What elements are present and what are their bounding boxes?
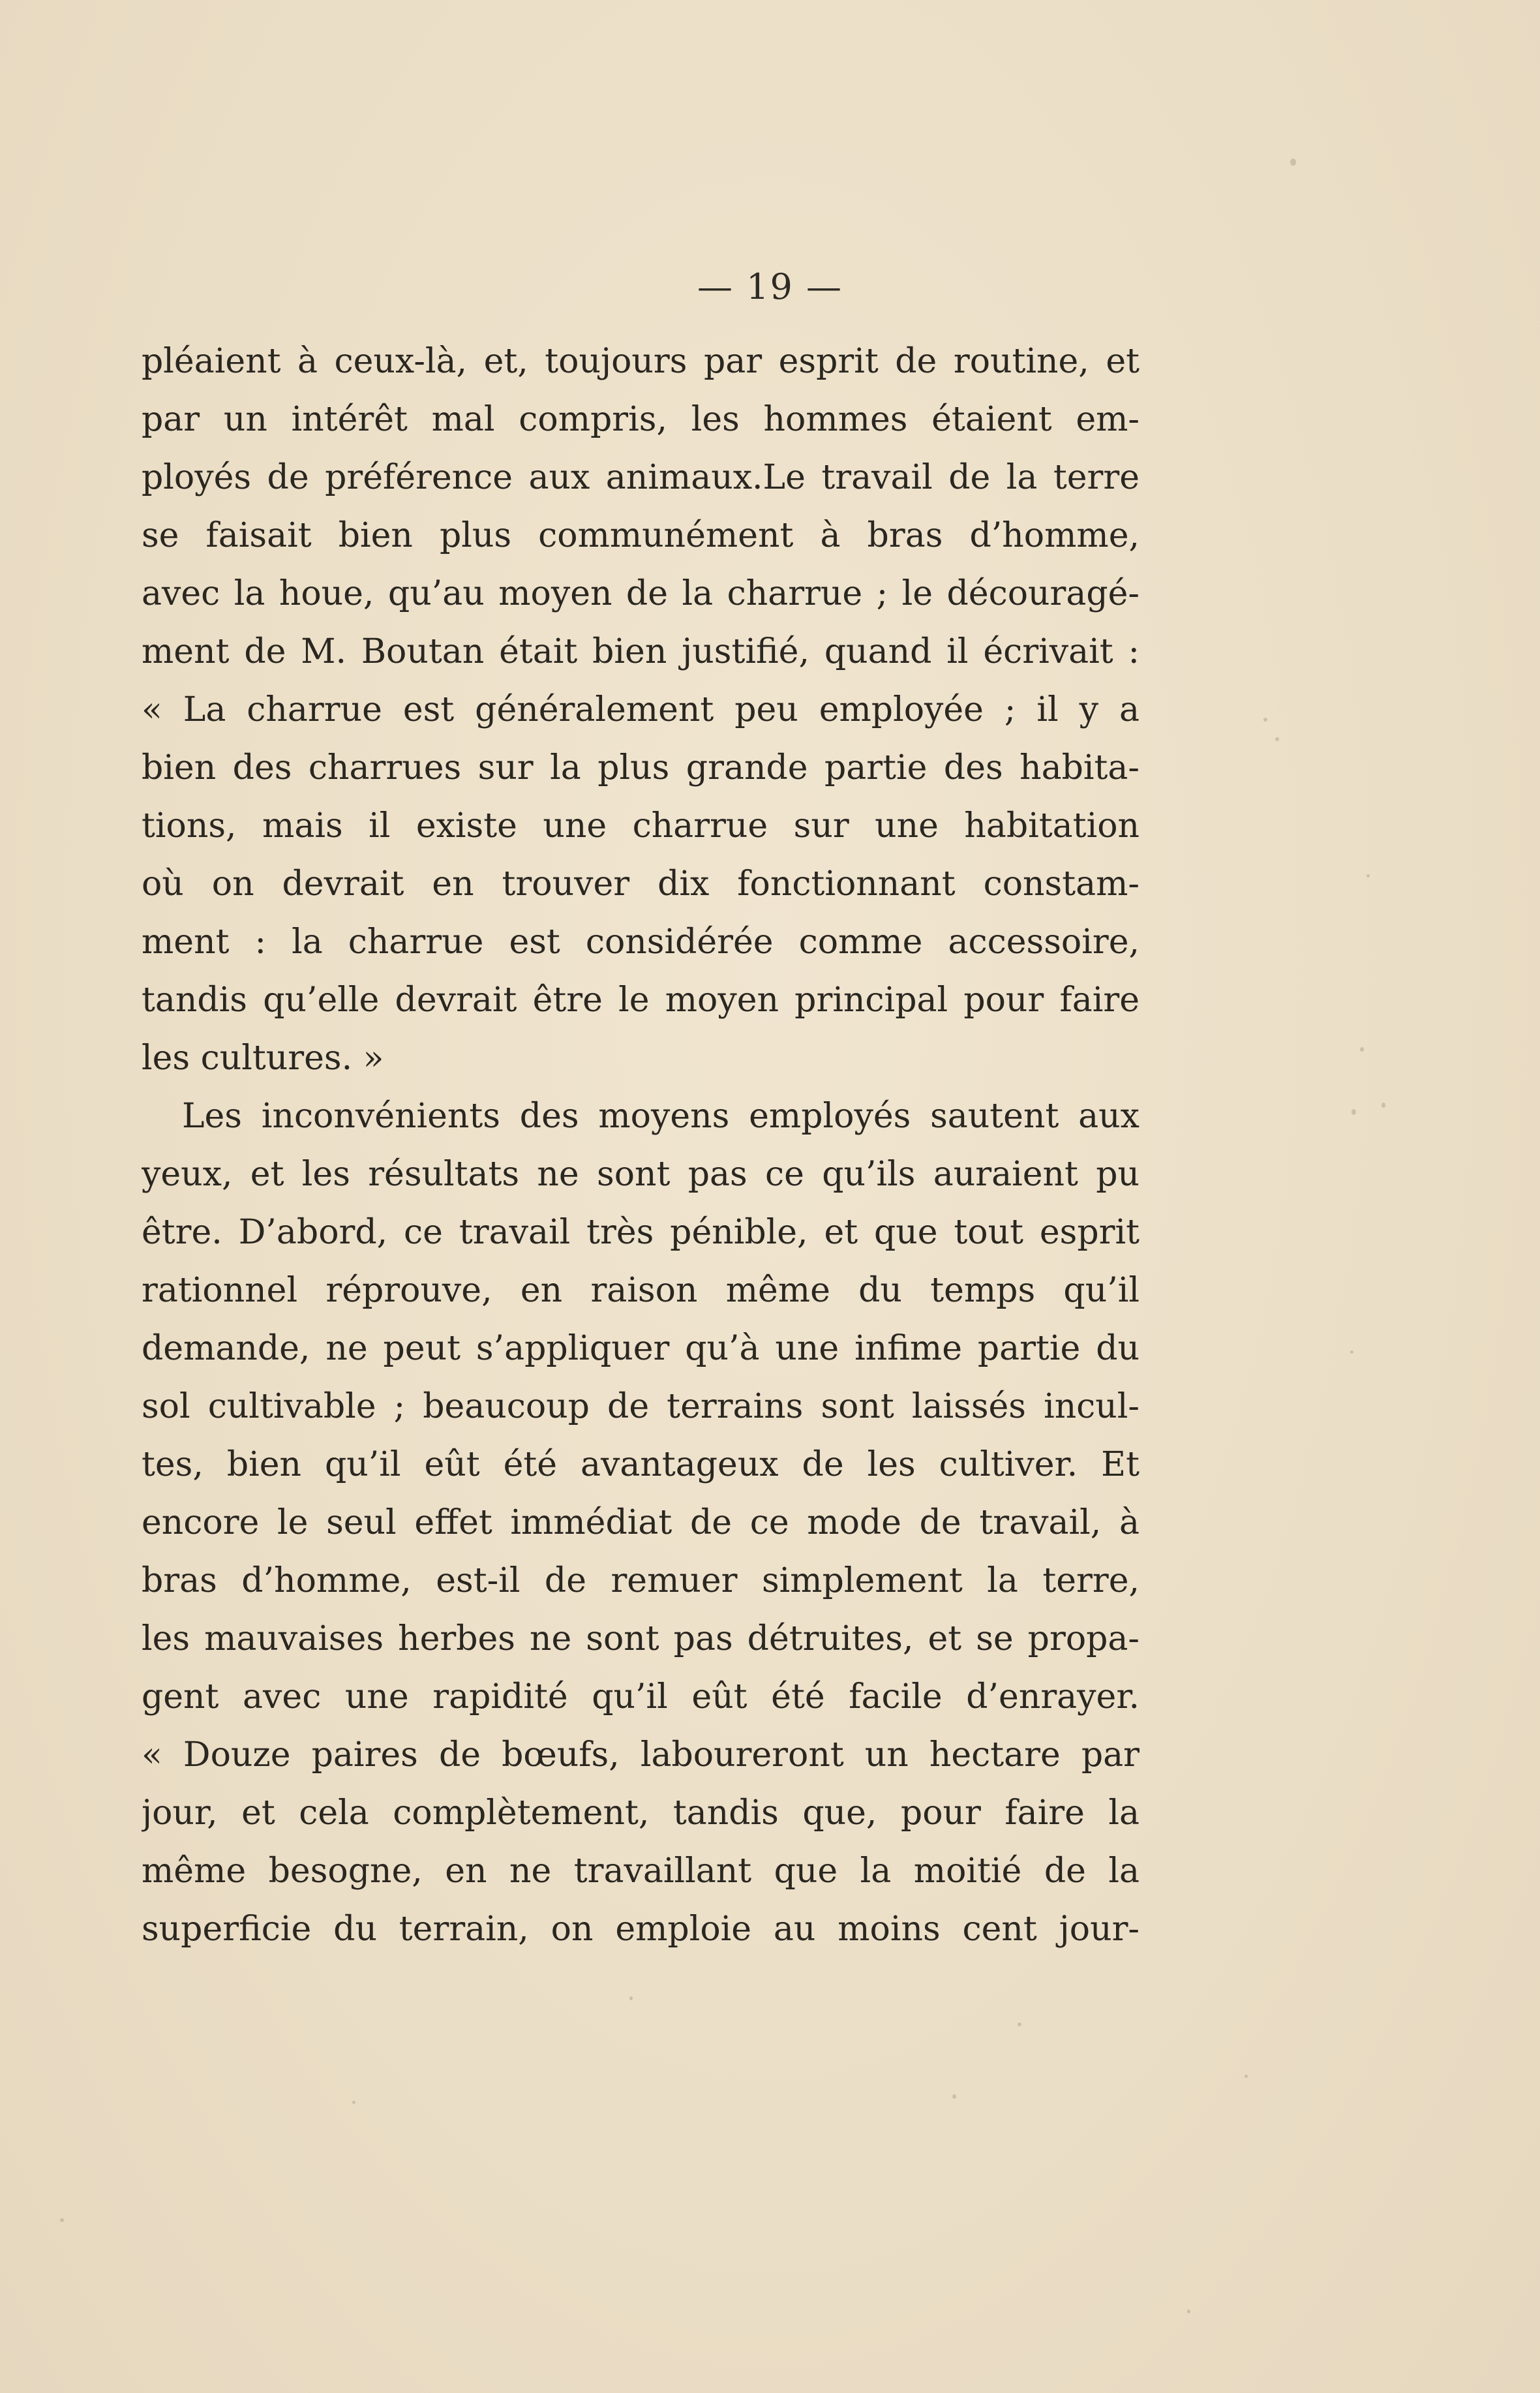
paper-speck	[1366, 874, 1370, 877]
text-line: les mauvaises herbes ne sont pas détruites, et se propa-	[142, 1619, 1140, 1658]
text-line: par un intérêt mal compris, les hommes étaient em-	[142, 400, 1140, 439]
paper-speck	[1351, 1109, 1356, 1115]
body-text	[142, 333, 1140, 1959]
text-line: pléaient à ceux-là, et, toujours par esprit de routine, et	[142, 342, 1140, 381]
text-line: « Douze paires de bœufs, laboureront un hectare par	[142, 1735, 1140, 1775]
text-line: ployés de préférence aux animaux.Le travail de la terre	[142, 458, 1140, 497]
paper-speck	[1360, 1047, 1364, 1052]
text-line: tions, mais il existe une charrue sur une habitation	[142, 806, 1140, 846]
text-line: tandis qu’elle devrait être le moyen principal pour faire	[142, 981, 1140, 1020]
text-line: encore le seul effet immédiat de ce mode de travail, à	[142, 1503, 1140, 1542]
text-line: même besogne, en ne travaillant que la moitié de la	[142, 1852, 1140, 1891]
paper-speck	[352, 2101, 355, 2104]
paper-speck	[1290, 159, 1296, 166]
text-line: sol cultivable ; beaucoup de terrains sont laissés incul-	[142, 1387, 1140, 1426]
paper-speck	[1263, 718, 1267, 722]
paper-speck	[1275, 737, 1279, 741]
paper-speck	[952, 2094, 956, 2099]
paper-speck	[1350, 1350, 1353, 1354]
paper-speck	[1018, 2022, 1021, 2026]
paper-speck	[1381, 1103, 1385, 1108]
text-line: gent avec une rapidité qu’il eût été facile d’enrayer.	[142, 1677, 1140, 1716]
text-line: les cultures. »	[142, 1039, 384, 1078]
paper-speck	[629, 1996, 633, 2000]
text-line: tes, bien qu’il eût été avantageux de les cultiver. Et	[142, 1445, 1140, 1484]
paper-speck	[60, 2218, 64, 2222]
page-number: — 19 —	[697, 266, 843, 307]
text-line: ment de M. Boutan était bien justifié, quand il écrivait :	[142, 632, 1140, 671]
text-line: superficie du terrain, on emploie au moins cent jour-	[142, 1910, 1140, 1949]
text-line: où on devrait en trouver dix fonctionnant constam-	[142, 864, 1140, 904]
paper-speck	[1187, 2309, 1190, 2313]
text-line: bras d’homme, est-il de remuer simplement la terre,	[142, 1561, 1140, 1600]
text-line: bien des charrues sur la plus grande partie des habita-	[142, 748, 1140, 787]
text-line: jour, et cela complètement, tandis que, pour faire la	[142, 1793, 1140, 1833]
text-line: se faisait bien plus communément à bras d’homme,	[142, 516, 1140, 555]
paper-speck	[1245, 2075, 1248, 2078]
text-line: « La charrue est généralement peu employée ; il y a	[142, 690, 1140, 729]
text-line: rationnel réprouve, en raison même du temps qu’il	[142, 1271, 1140, 1310]
text-line: Les inconvénients des moyens employés sautent aux	[182, 1097, 1140, 1136]
text-line: ment : la charrue est considérée comme accessoire,	[142, 922, 1140, 962]
text-line: avec la houe, qu’au moyen de la charrue ; le découragé-	[142, 574, 1140, 613]
text-line: être. D’abord, ce travail très pénible, et que tout esprit	[142, 1213, 1140, 1252]
text-line: yeux, et les résultats ne sont pas ce qu’ils auraient pu	[142, 1155, 1140, 1194]
text-line: demande, ne peut s’appliquer qu’à une infime partie du	[142, 1329, 1140, 1368]
